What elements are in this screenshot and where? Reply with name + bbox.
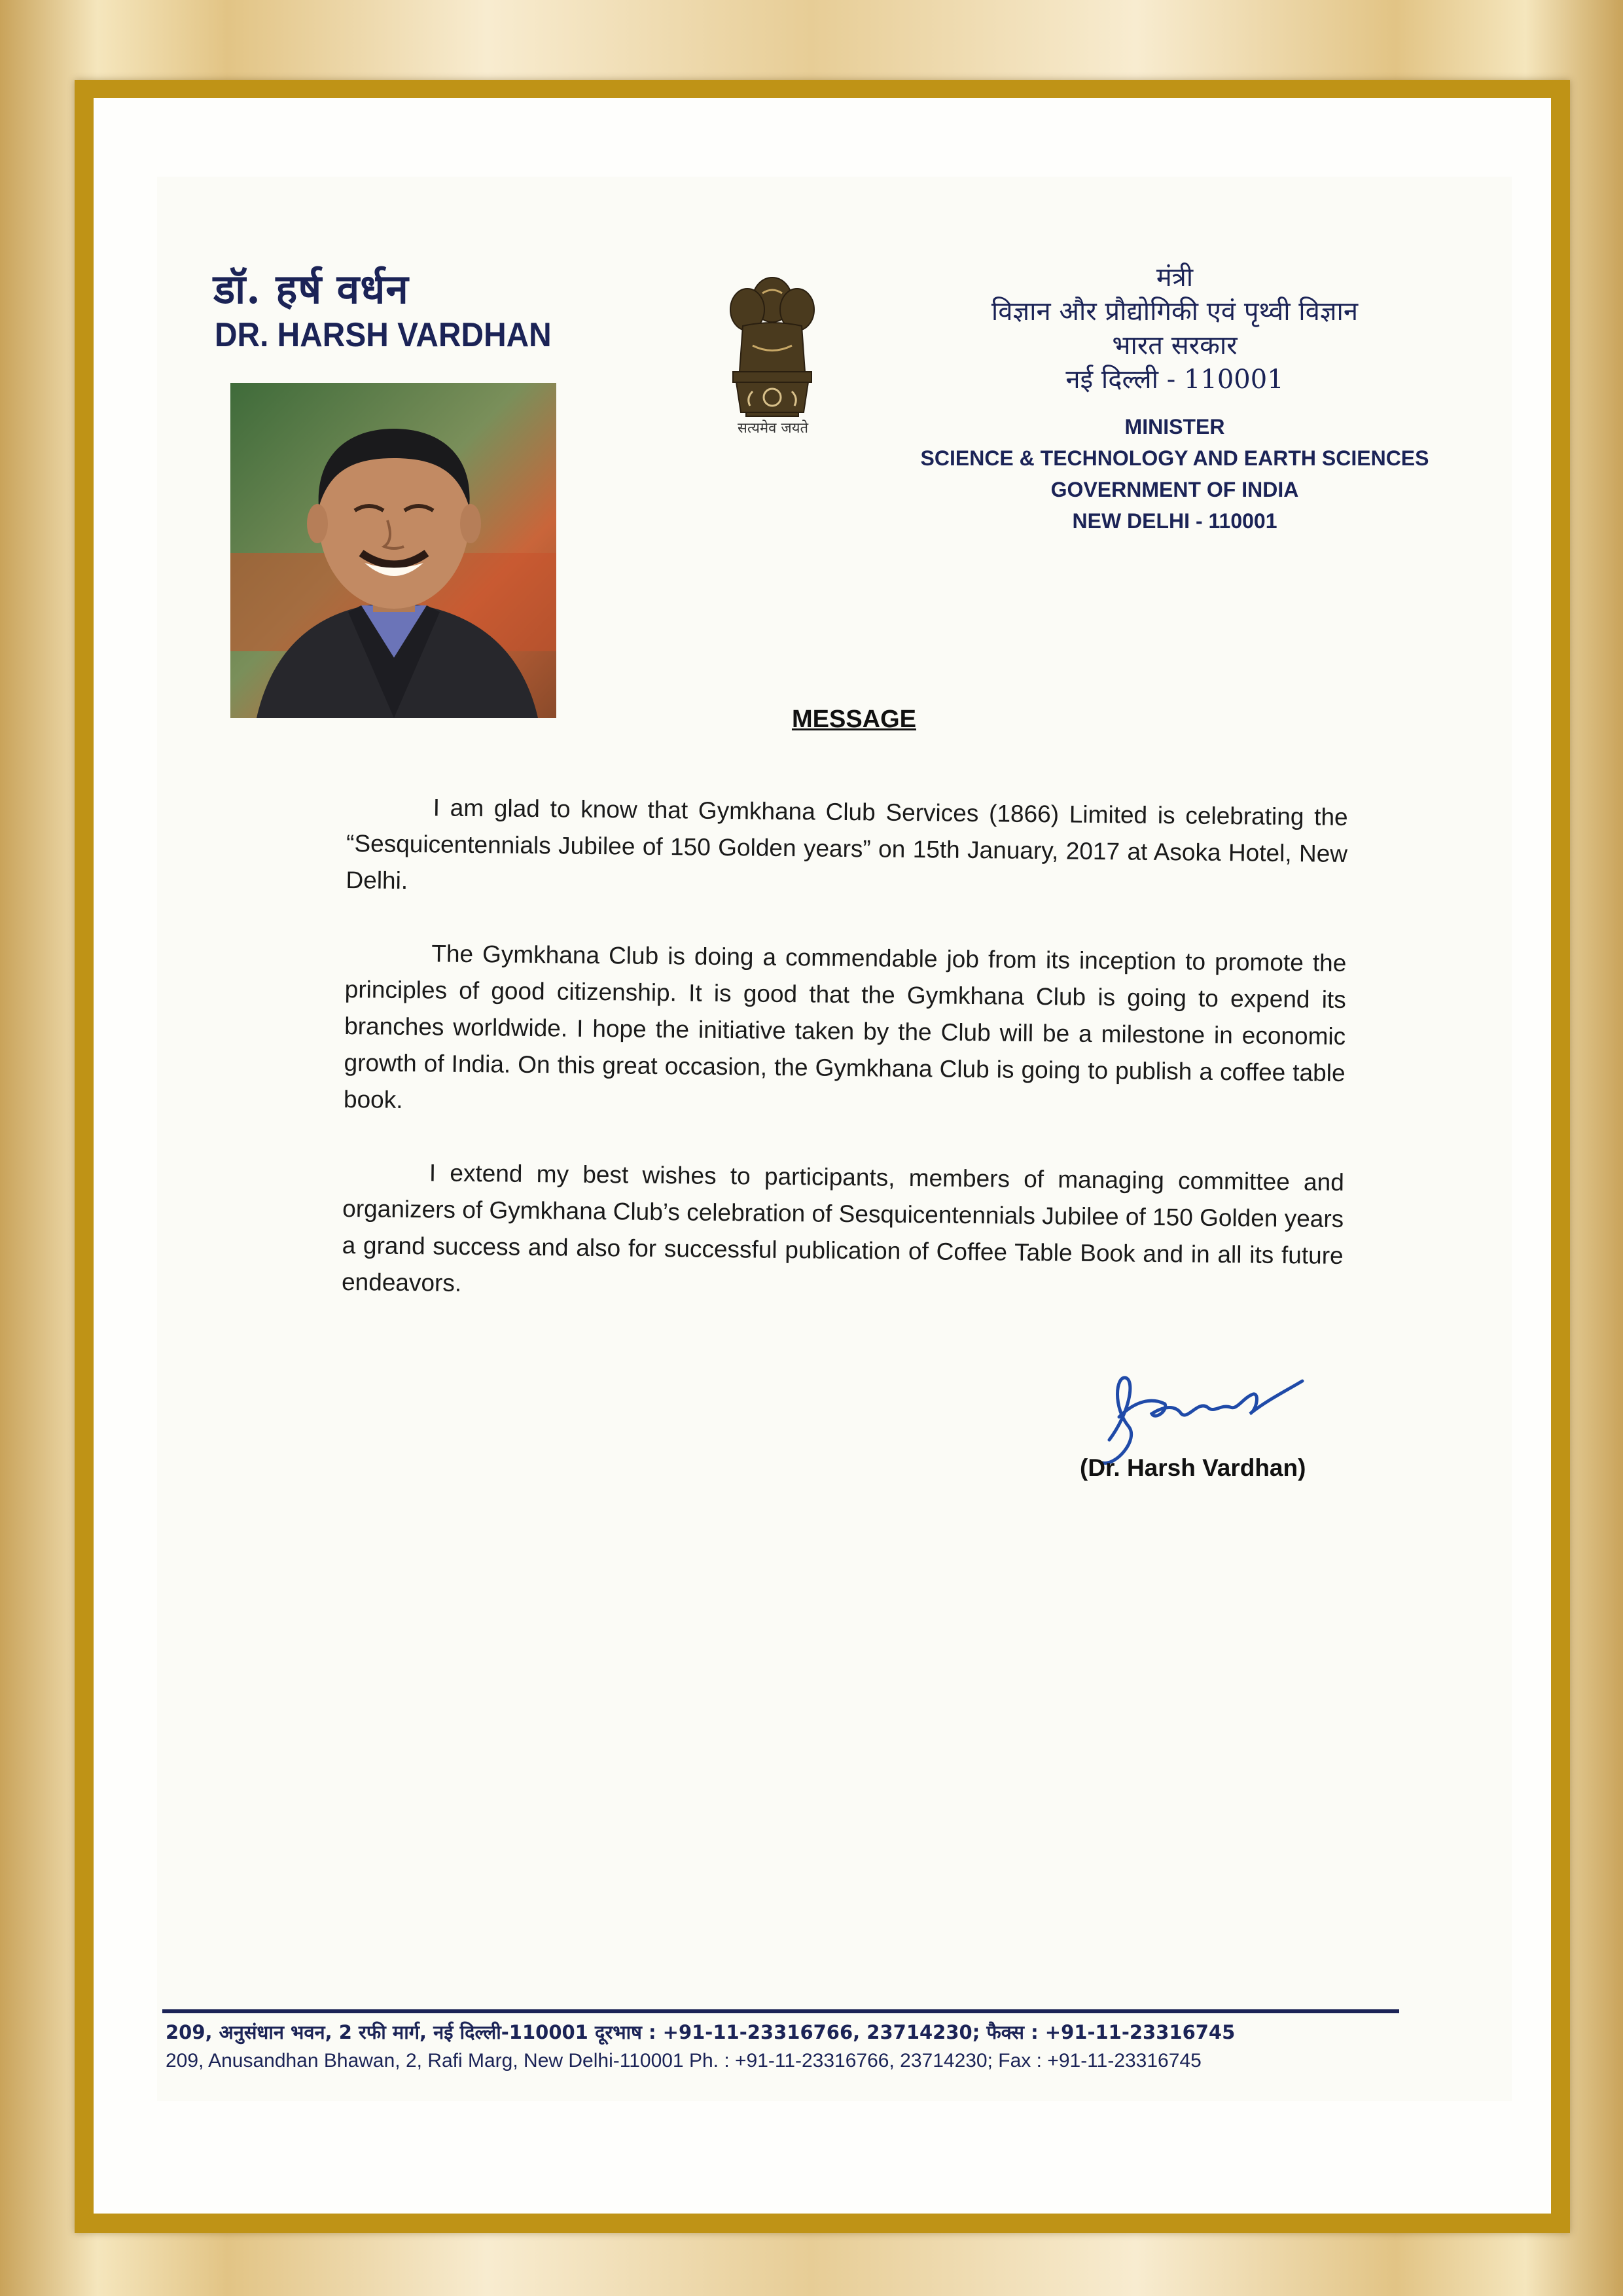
paragraph: The Gymkhana Club is doing a commendable job from its inception to promote the principles of good citizenship. It is good that the Gymkhana Club is going to expend its branches worldwide. I hope the initiative taken by the Club will be a milestone in economic growth of India. On this great occasion, the Gymkhana Club is going to publish a coffee table book.: [343, 940, 1347, 1113]
paragraph: I am glad to know that Gymkhana Club Services (1866) Limited is celebrating the “Sesquicentennials Jubilee of 150 Golden years” on 15th January, 2017 at Asoka Hotel, New Delhi.: [346, 794, 1348, 894]
hindi-line: मंत्री: [1156, 262, 1194, 293]
minister-name-english: DR. HARSH VARDHAN: [215, 316, 552, 354]
hindi-line: विज्ञान और प्रौद्योगिकी एवं पृथ्वी विज्ञान: [991, 296, 1359, 327]
emblem-motto: सत्यमेव जयते: [737, 420, 809, 437]
message-title: MESSAGE: [791, 706, 917, 733]
english-line: NEW DELHI - 110001: [1072, 509, 1277, 533]
hindi-line: नई दिल्ली - 110001: [1065, 365, 1284, 395]
footer-address-english: 209, Anusandhan Bhawan, 2, Rafi Marg, New Delhi-110001 Ph. : +91-11-23316766, 23714230; Fax : +91-11-23316745: [166, 2050, 1202, 2072]
signatory-name: (Dr. Harsh Vardhan): [1080, 1454, 1306, 1481]
handwritten-signature: [1090, 1342, 1312, 1473]
paragraph: I extend my best wishes to participants, members of managing committee and organizers of Gymkhana Club’s celebration of Sesquicentennials Jubilee of 150 Golden years a grand success and also for successful publication of Coffee Table Book and in all its future endeavors.: [341, 1159, 1344, 1297]
message-body: [341, 789, 1348, 1347]
english-line: GOVERNMENT OF INDIA: [1050, 478, 1299, 501]
footer-divider: [162, 2009, 1399, 2013]
minister-name-hindi: डॉ. हर्ष वर्धन: [213, 265, 409, 313]
footer-address-hindi: 209, अनुसंधान भवन, 2 रफी मार्ग, नई दिल्ली-110001 दूरभाष : +91-11-23316766, 23714230; फैक्स : +91-11-23316745: [166, 2021, 1236, 2043]
designation-hindi: [870, 260, 1479, 397]
national-emblem-icon: [707, 260, 838, 444]
minister-portrait: [230, 383, 556, 718]
english-line: SCIENCE & TECHNOLOGY AND EARTH SCIENCES: [920, 446, 1429, 470]
english-line: MINISTER: [1124, 415, 1225, 439]
designation-english: [870, 411, 1479, 537]
hindi-line: भारत सरकार: [1112, 331, 1238, 361]
